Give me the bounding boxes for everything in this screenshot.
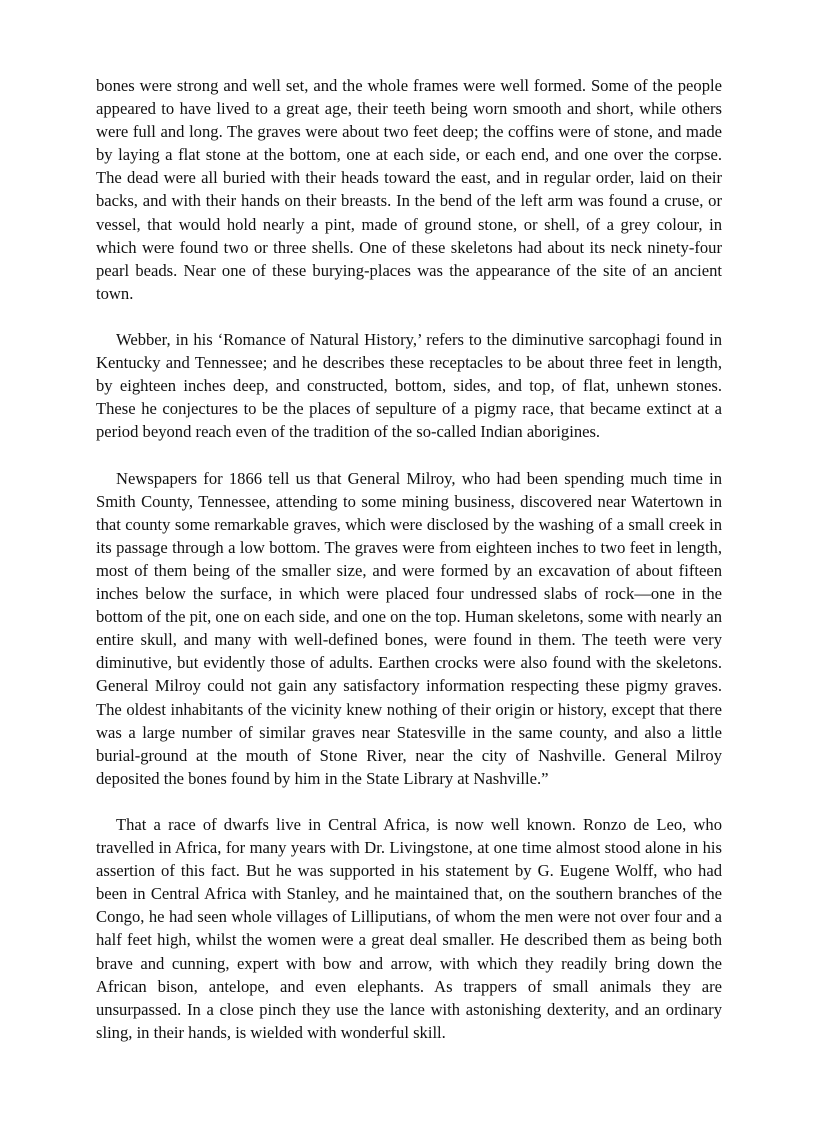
paragraph-milroy: Newspapers for 1866 tell us that General Milroy, who had been spending much time in Smith County, Tennessee, attending to some mining business, discovered near Watertown in that county some remarkable graves, which were disclosed by the washing of a small creek in its passage through a low bottom. The graves were from eighteen inches to two feet in length, most of them being of the smaller size, and were formed by an excavation of about fifteen inches below the surface, in which were placed four undressed slabs of rock—one in the bottom of the pit, one on each side, and one on the top. Human skeletons, some with nearly an entire skull, and many with well-defined bones, were found in them. The teeth were very diminutive, but evidently those of adults. Earthen crocks were also found with the skeletons. General Milroy could not gain any satisfactory information respecting these pigmy graves. The oldest inhabitants of the vicinity knew nothing of their origin or history, except that there was a large number of similar graves near Statesville in the same county, and also a little burial-ground at the mouth of Stone River, near the city of Nashville. General Milroy deposited the bones found by him in the State Library at Nashville.” [96,468,722,788]
paragraph-continuation: bones were strong and well set, and the whole frames were well formed. Some of the people appeared to have lived to a great age, their teeth being worn smooth and short, while others were full and long. The graves were about two feet deep; the coffins were of stone, and made by laying a flat stone at the bottom, one at each side, or each end, and one over the corpse. The dead were all buried with their heads toward the east, and in regular order, laid on their backs, and with their hands on their breasts. In the bend of the left arm was found a cruse, or vessel, that would hold nearly a pint, made of ground stone, or shell, of a grey colour, in which were found two or three shells. One of these skeletons had about its neck ninety-four pearl beads. Near one of these burying-places was the appearance of the site of an ancient town. [96,76,722,303]
page-body [96,74,722,1067]
paragraph-webber: Webber, in his ‘Romance of Natural History,’ refers to the diminutive sarcophagi found in Kentucky and Tennessee; and he describes these receptacles to be about three feet in length, by eighteen inches deep, and constructed, bottom, sides, and top, of flat, unhewn stones. These he conjectures to be the places of sepulture of a pigmy race, that became extinct at a period beyond reach even of the tradition of the so-called Indian aborigines. [96,330,722,442]
paragraph-africa-dwarfs: That a race of dwarfs live in Central Africa, is now well known. Ronzo de Leo, who travelled in Africa, for many years with Dr. Livingstone, at one time almost stood alone in his assertion of this fact. But he was supported in his statement by G. Eugene Wolff, who had been in Central Africa with Stanley, and he maintained that, on the southern branches of the Congo, he had seen whole villages of Lilliputians, of whom the men were not over four and a half feet high, whilst the women were a great deal smaller. He described them as being both brave and cunning, expert with bow and arrow, with which they readily bring down the African bison, antelope, and even elephants. As trappers of small animals they are unsurpassed. In a close pinch they use the lance with astonishing dexterity, and an ordinary sling, in their hands, is wielded with wonderful skill. [96,815,722,1042]
